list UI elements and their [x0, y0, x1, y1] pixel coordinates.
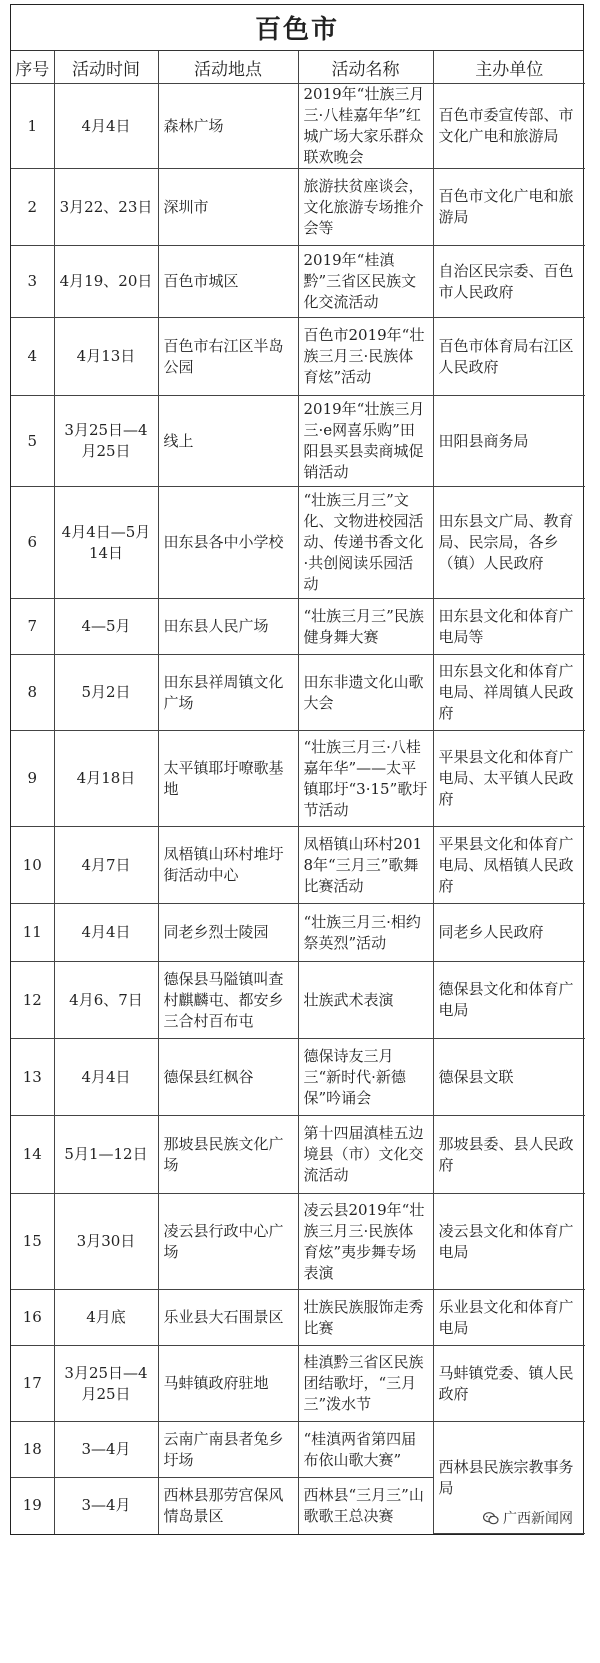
cell-time: 3月22、23日 [54, 169, 158, 246]
cell-time: 4月底 [54, 1290, 158, 1346]
cell-host: 百色市体育局右江区人民政府 [433, 318, 585, 396]
header-cell-time: 活动时间 [54, 51, 158, 84]
table-row [11, 246, 585, 318]
cell-no: 18 [11, 1422, 54, 1478]
cell-time: 4月4日 [54, 84, 158, 169]
cell-activity: 百色市2019年“壮族三月三·民族体育炫”活动 [298, 318, 433, 396]
cell-no: 14 [11, 1116, 54, 1194]
cell-time: 4月4日—5月14日 [54, 487, 158, 599]
cell-no: 15 [11, 1194, 54, 1290]
cell-place: 田东县人民广场 [158, 599, 298, 655]
cell-no: 13 [11, 1039, 54, 1116]
cell-activity: “壮族三月三·八桂嘉年华”——太平镇耶圩“3·15”歌圩节活动 [298, 731, 433, 827]
cell-place: 凤梧镇山环村堆圩街活动中心 [158, 827, 298, 904]
cell-activity: “壮族三月三·相约祭英烈”活动 [298, 904, 433, 962]
cell-no: 7 [11, 599, 54, 655]
cell-activity: “桂滇两省第四届布依山歌大赛” [298, 1422, 433, 1478]
cell-time: 4月6、7日 [54, 962, 158, 1039]
wechat-icon [483, 1512, 499, 1525]
table-row [11, 1116, 585, 1194]
cell-activity: “壮族三月三”民族健身舞大赛 [298, 599, 433, 655]
cell-no: 16 [11, 1290, 54, 1346]
cell-time: 3月25日—4月25日 [54, 1346, 158, 1422]
cell-place: 太平镇耶圩嘹歌基地 [158, 731, 298, 827]
table-row [11, 1290, 585, 1346]
document-table-card [10, 4, 584, 1535]
cell-host: 马蚌镇党委、镇人民政府 [433, 1346, 585, 1422]
cell-place: 德保县马隘镇叫查村麒麟屯、都安乡三合村百布屯 [158, 962, 298, 1039]
cell-no: 11 [11, 904, 54, 962]
table-row [11, 318, 585, 396]
cell-place: 西林县那劳宫保风情岛景区 [158, 1478, 298, 1534]
table-row [11, 1194, 585, 1290]
cell-no: 2 [11, 169, 54, 246]
table-row [11, 827, 585, 904]
cell-no: 4 [11, 318, 54, 396]
cell-place: 深圳市 [158, 169, 298, 246]
cell-time: 3—4月 [54, 1422, 158, 1478]
cell-place: 田东县祥周镇文化广场 [158, 655, 298, 731]
cell-activity: 壮族武术表演 [298, 962, 433, 1039]
cell-activity: 田东非遗文化山歌大会 [298, 655, 433, 731]
cell-place: 森林广场 [158, 84, 298, 169]
cell-activity: 第十四届滇桂五边境县（市）文化交流活动 [298, 1116, 433, 1194]
cell-host: 田东县文化和体育广电局、祥周镇人民政府 [433, 655, 585, 731]
cell-activity: 2019年“壮族三月三·e网喜乐购”田阳县买县卖商城促销活动 [298, 396, 433, 487]
cell-host: 凌云县文化和体育广电局 [433, 1194, 585, 1290]
cell-host: 那坡县委、县人民政府 [433, 1116, 585, 1194]
cell-no: 1 [11, 84, 54, 169]
cell-host: 田东县文广局、教育局、民宗局，各乡（镇）人民政府 [433, 487, 585, 599]
table-row [11, 1039, 585, 1116]
cell-activity: “壮族三月三”文化、文物进校园活动、传递书香文化·共创阅读乐园活动 [298, 487, 433, 599]
cell-place: 线上 [158, 396, 298, 487]
table-row [11, 599, 585, 655]
cell-time: 5月1—12日 [54, 1116, 158, 1194]
cell-time: 4—5月 [54, 599, 158, 655]
activity-table [11, 51, 585, 1534]
cell-time: 5月2日 [54, 655, 158, 731]
table-row [11, 1422, 585, 1478]
cell-time: 4月4日 [54, 1039, 158, 1116]
cell-no: 17 [11, 1346, 54, 1422]
cell-place: 那坡县民族文化广场 [158, 1116, 298, 1194]
table-row [11, 169, 585, 246]
cell-no: 6 [11, 487, 54, 599]
cell-no: 3 [11, 246, 54, 318]
header-row [11, 51, 585, 84]
table-row [11, 487, 585, 599]
table-row [11, 84, 585, 169]
cell-host: 平果县文化和体育广电局、太平镇人民政府 [433, 731, 585, 827]
cell-host: 德保县文化和体育广电局 [433, 962, 585, 1039]
cell-place: 马蚌镇政府驻地 [158, 1346, 298, 1422]
cell-place: 乐业县大石围景区 [158, 1290, 298, 1346]
cell-time: 4月19、20日 [54, 246, 158, 318]
cell-host: 平果县文化和体育广电局、凤梧镇人民政府 [433, 827, 585, 904]
header-cell-no: 序号 [11, 51, 54, 84]
cell-place: 同老乡烈士陵园 [158, 904, 298, 962]
cell-place: 云南广南县者兔乡圩场 [158, 1422, 298, 1478]
cell-place: 百色市右江区半岛公园 [158, 318, 298, 396]
cell-time: 4月13日 [54, 318, 158, 396]
table-row [11, 655, 585, 731]
cell-time: 4月7日 [54, 827, 158, 904]
cell-no: 10 [11, 827, 54, 904]
cell-activity: 2019年“壮族三月三·八桂嘉年华”红城广场大家乐群众联欢晚会 [298, 84, 433, 169]
cell-activity: 德保诗友三月三“新时代·新德保”吟诵会 [298, 1039, 433, 1116]
header-cell-place: 活动地点 [158, 51, 298, 84]
cell-time: 3—4月 [54, 1478, 158, 1534]
cell-activity: 西林县“三月三”山歌歌王总决赛 [298, 1478, 433, 1534]
cell-place: 德保县红枫谷 [158, 1039, 298, 1116]
cell-host: 田东县文化和体育广电局等 [433, 599, 585, 655]
cell-no: 9 [11, 731, 54, 827]
cell-activity: 壮族民族服饰走秀比赛 [298, 1290, 433, 1346]
table-row [11, 1346, 585, 1422]
cell-place: 百色市城区 [158, 246, 298, 318]
cell-host: 百色市委宣传部、市文化广电和旅游局 [433, 84, 585, 169]
cell-host: 百色市文化广电和旅游局 [433, 169, 585, 246]
cell-no: 19 [11, 1478, 54, 1534]
cell-host: 乐业县文化和体育广电局 [433, 1290, 585, 1346]
cell-place: 田东县各中小学校 [158, 487, 298, 599]
cell-activity: 2019年“桂滇黔”三省区民族文化交流活动 [298, 246, 433, 318]
cell-activity: 桂滇黔三省区民族团结歌圩，“三月三”泼水节 [298, 1346, 433, 1422]
cell-activity: 旅游扶贫座谈会，文化旅游专场推介会等 [298, 169, 433, 246]
cell-no: 8 [11, 655, 54, 731]
cell-host: 田阳县商务局 [433, 396, 585, 487]
cell-host: 自治区民宗委、百色市人民政府 [433, 246, 585, 318]
cell-time: 4月4日 [54, 904, 158, 962]
cell-no: 5 [11, 396, 54, 487]
cell-place: 凌云县行政中心广场 [158, 1194, 298, 1290]
cell-host: 同老乡人民政府 [433, 904, 585, 962]
cell-host-merged: 西林县民族宗教事务局 [433, 1422, 585, 1534]
cell-time: 3月25日—4月25日 [54, 396, 158, 487]
watermark-text: 广西新闻网 [503, 1511, 573, 1527]
cell-time: 4月18日 [54, 731, 158, 827]
table-row [11, 731, 585, 827]
header-cell-host: 主办单位 [433, 51, 585, 84]
cell-activity: 凤梧镇山环村2018年“三月三”歌舞比赛活动 [298, 827, 433, 904]
cell-no: 12 [11, 962, 54, 1039]
table-row [11, 962, 585, 1039]
table-title: 百色市 [11, 5, 583, 51]
cell-host: 德保县文联 [433, 1039, 585, 1116]
table-row [11, 904, 585, 962]
table-row [11, 396, 585, 487]
cell-activity: 凌云县2019年“壮族三月三·民族体育炫”夷步舞专场表演 [298, 1194, 433, 1290]
watermark [483, 1508, 573, 1528]
header-cell-activity: 活动名称 [298, 51, 433, 84]
cell-time: 3月30日 [54, 1194, 158, 1290]
